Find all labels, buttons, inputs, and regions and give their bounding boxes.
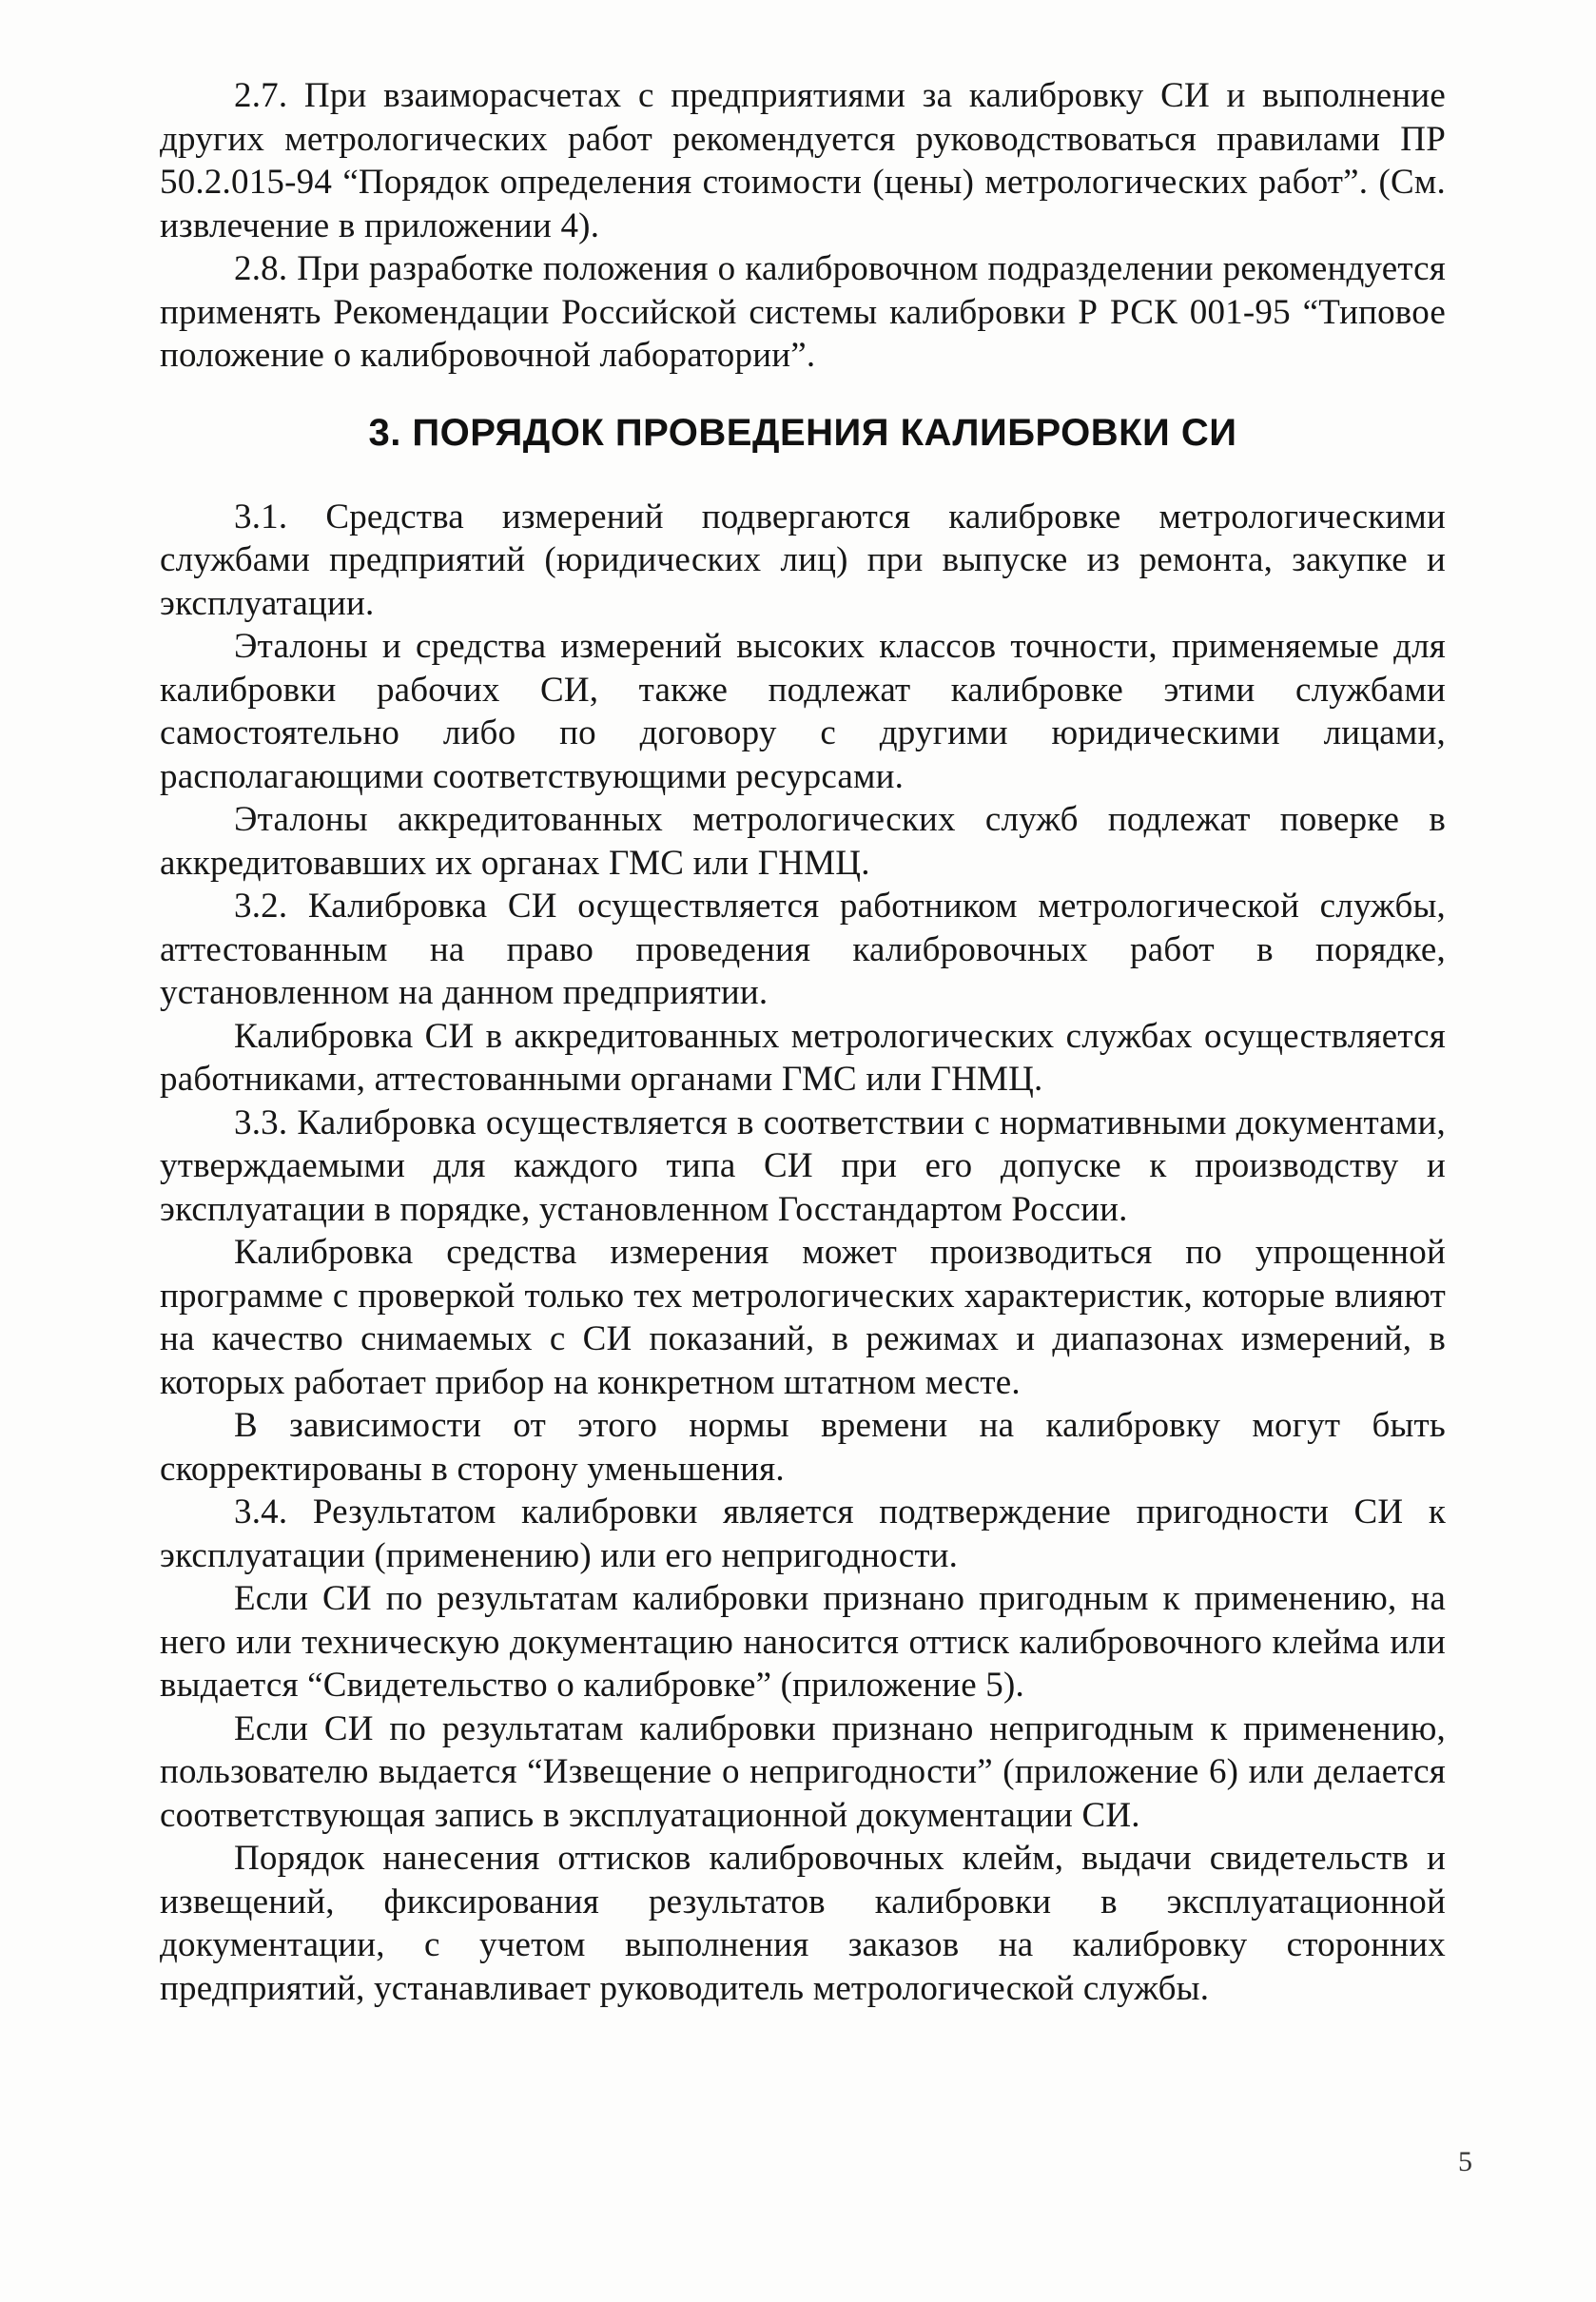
paragraph: Эталоны аккредитованных метрологических служб подлежат поверке в аккредитовавших их органах ГМС или ГНМЦ. <box>160 800 1446 883</box>
paragraph-3-2: 3.2. Калибровка СИ осуществляется работником метрологической службы, аттестованным на право проведения калибровочных работ в порядке, установленном на данном предприятии. <box>160 887 1446 1012</box>
paragraph-3-4: 3.4. Результатом калибровки является подтверждение пригодности СИ к эксплуатации (применению) или его непригодности. <box>160 1492 1446 1575</box>
paragraph-3-1: 3.1. Средства измерений подвергаются калибровке метрологическими службами предприятий (юридических лиц) при выпуске из ремонта, закупке и эксплуатации. <box>160 497 1446 623</box>
paragraph: В зависимости от этого нормы времени на калибровку могут быть скорректированы в сторону уменьшения. <box>160 1406 1446 1489</box>
section-heading: 3. ПОРЯДОК ПРОВЕДЕНИЯ КАЛИБРОВКИ СИ <box>368 411 1237 454</box>
paragraph: Если СИ по результатам калибровки признано пригодным к применению, на него или техническую документацию наносится оттиск калибровочного клейма или выдается “Свидетельство о калибровке” (приложение 5). <box>160 1579 1446 1705</box>
paragraph: Если СИ по результатам калибровки признано непригодным к применению, пользователю выдается “Извещение о непригодности” (приложение 6) или делается соответствующая запись в эксплуатационной документации СИ. <box>160 1708 1446 1835</box>
paragraph: Порядок нанесения оттисков калибровочных клейм, выдачи свидетельств и извещений, фиксирования результатов калибровки в эксплуатационной документации, с учетом выполнения заказов на калибровку сторонних предприятий, устанавливает руководитель метрологической службы. <box>160 1839 1446 2008</box>
paragraph-2-8: 2.8. При разработке положения о калибровочном подразделении рекомендуется применять Рекомендации Российской системы калибровки Р РСК 001-95 “Типовое положение о калибровочной лаборатории”. <box>160 249 1446 375</box>
page-content <box>160 74 1446 2010</box>
paragraph-2-7: 2.7. При взаиморасчетах с предприятиями за калибровку СИ и выполнение других метрологических работ рекомендуется руководствоваться правилами ПР 50.2.015-94 “Порядок определения стоимости (цены) метрологических работ”. (См. извлечение в приложении 4). <box>160 76 1446 245</box>
paragraph: Калибровка СИ в аккредитованных метрологических службах осуществляется работниками, аттестованными органами ГМС или ГНМЦ. <box>160 1016 1446 1099</box>
paragraph: Калибровка средства измерения может производиться по упрощенной программе с проверкой только тех метрологических характеристик, которые влияют на качество снимаемых с СИ показаний, в режимах и диапазонах измерений, в которых работает прибор на конкретном штатном месте. <box>160 1233 1446 1402</box>
paragraph-3-3: 3.3. Калибровка осуществляется в соответствии с нормативными документами, утверждаемыми для каждого типа СИ при его допуске к производству и эксплуатации в порядке, установленном Госстандартом России. <box>160 1102 1446 1229</box>
paragraph: Эталоны и средства измерений высоких классов точности, применяемые для калибровки рабочих СИ, также подлежат калибровке этими службами самостоятельно либо по договору с другими юридическими лицами, располагающими соответствующими ресурсами. <box>160 627 1446 796</box>
page-number: 5 <box>1458 2146 1472 2177</box>
